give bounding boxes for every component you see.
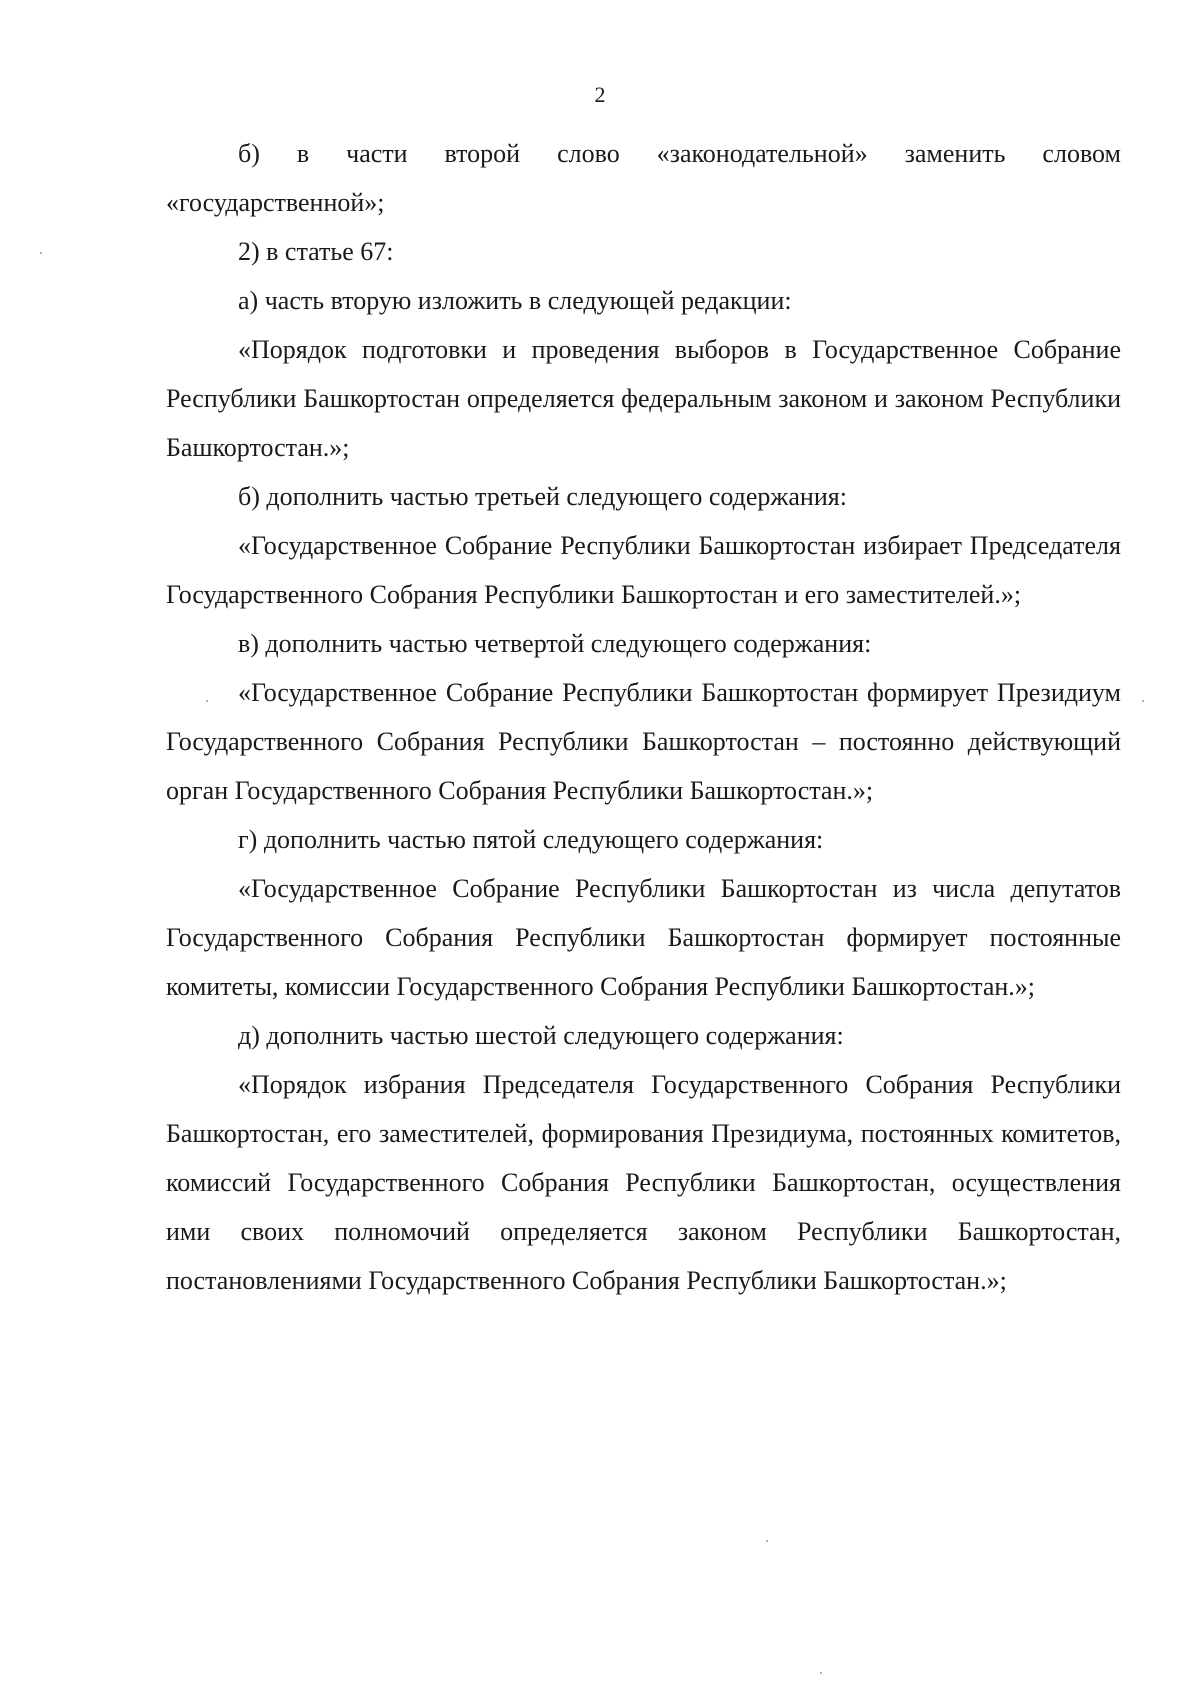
paragraph-article-67: 2) в статье 67: bbox=[238, 237, 394, 266]
paragraph-amendment-b-part-two: б) в части второй слово «законодательной» заменить словом «государственной»; bbox=[166, 139, 1121, 217]
document-body bbox=[166, 129, 1121, 1305]
scan-speck bbox=[1142, 700, 1144, 702]
scan-speck bbox=[40, 252, 42, 254]
scan-speck bbox=[820, 1672, 822, 1674]
paragraph-item-a: а) часть вторую изложить в следующей редакции: bbox=[238, 286, 792, 315]
page-number: 2 bbox=[594, 82, 606, 107]
paragraph-item-v: в) дополнить частью четвертой следующего содержания: bbox=[238, 629, 872, 658]
scan-speck bbox=[206, 700, 208, 702]
paragraph-quote-committees: «Государственное Собрание Республики Башкортостан из числа депутатов Государственного Собрания Республики Башкортостан формирует постоянные комитеты, комиссии Государственного Собрания Республики Башкортостан.»; bbox=[166, 874, 1121, 1001]
paragraph-quote-election-procedure: «Порядок подготовки и проведения выборов в Государственное Собрание Республики Башкортостан определяется федеральным законом и законом Республики Башкортостан.»; bbox=[166, 335, 1121, 462]
scan-speck bbox=[766, 1540, 768, 1542]
paragraph-item-d: д) дополнить частью шестой следующего содержания: bbox=[238, 1021, 844, 1050]
paragraph-item-b: б) дополнить частью третьей следующего содержания: bbox=[238, 482, 847, 511]
paragraph-quote-presidium: «Государственное Собрание Республики Башкортостан формирует Президиум Государственного Собрания Республики Башкортостан – постоянно действующий орган Государственного Собрания Республики Башкортостан.»; bbox=[166, 678, 1121, 805]
paragraph-quote-procedure-law: «Порядок избрания Председателя Государственного Собрания Республики Башкортостан, его заместителей, формирования Президиума, постоянных комитетов, комиссий Государственного Собрания Республики Башкортостан, осуществления ими своих полномочий определяется законом Республики Башкортостан, постановлениями Государственного Собрания Республики Башкортостан.»; bbox=[166, 1070, 1121, 1295]
paragraph-item-g: г) дополнить частью пятой следующего содержания: bbox=[238, 825, 824, 854]
paragraph-quote-elects-chairman: «Государственное Собрание Республики Башкортостан избирает Председателя Государственного Собрания Республики Башкортостан и его заместителей.»; bbox=[166, 531, 1121, 609]
